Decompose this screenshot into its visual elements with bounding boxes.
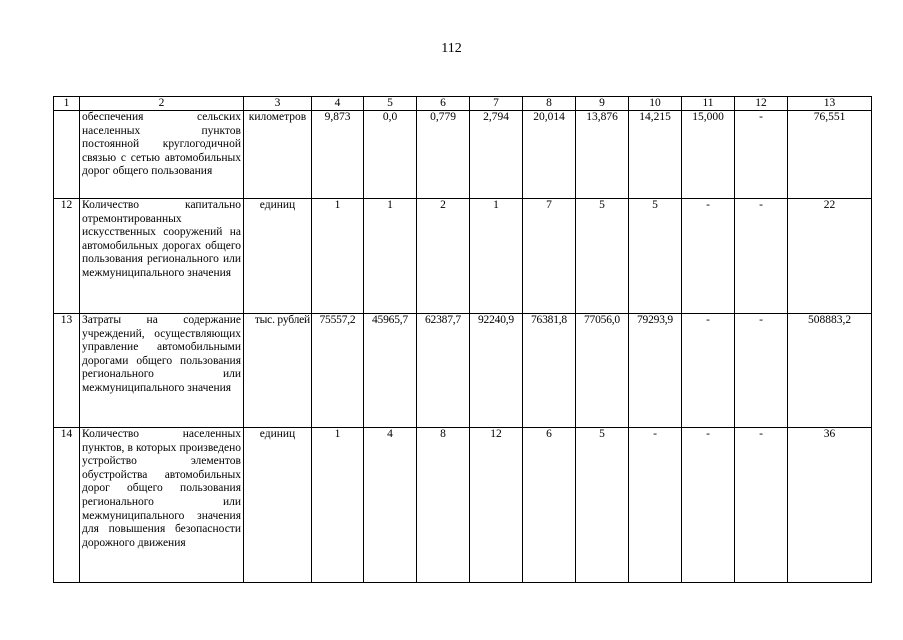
value-cell: 0,0 bbox=[364, 111, 417, 199]
value-cell: 77056,0 bbox=[576, 314, 629, 428]
value-cell: - bbox=[682, 199, 735, 314]
value-cell: 5 bbox=[576, 428, 629, 583]
value-cell: 7 bbox=[523, 199, 576, 314]
value-cell: 76381,8 bbox=[523, 314, 576, 428]
indicator-name: Количество населенных пунктов, в которых произведено устройство элементов обустройства автомобильных дорог общего пользования регионального или межмуниципального значения для повышения безопасности дорожного движения bbox=[80, 428, 244, 583]
value-cell: - bbox=[629, 428, 682, 583]
value-cell: 92240,9 bbox=[470, 314, 523, 428]
header-cell: 4 bbox=[312, 97, 364, 111]
value-cell: - bbox=[682, 428, 735, 583]
header-cell: 6 bbox=[417, 97, 470, 111]
value-cell: 1 bbox=[312, 428, 364, 583]
indicator-name: обеспечения сельских населенных пунктов постоянной круглогодичной связью с сетью автомобильных дорог общего пользования bbox=[80, 111, 244, 199]
table-row bbox=[54, 314, 872, 428]
value-cell: 14,215 bbox=[629, 111, 682, 199]
header-cell: 2 bbox=[80, 97, 244, 111]
table-row bbox=[54, 111, 872, 199]
indicator-name: Количество капитально отремонтированных искусственных сооружений на автомобильных дорогах общего пользования регионального или межмуниципального значения bbox=[80, 199, 244, 314]
value-cell: 0,779 bbox=[417, 111, 470, 199]
unit-cell: километров bbox=[244, 111, 312, 199]
header-cell: 3 bbox=[244, 97, 312, 111]
total-cell: 508883,2 bbox=[788, 314, 872, 428]
header-cell: 5 bbox=[364, 97, 417, 111]
unit-cell: единиц bbox=[244, 199, 312, 314]
value-cell: 62387,7 bbox=[417, 314, 470, 428]
header-cell: 12 bbox=[735, 97, 788, 111]
value-cell: 13,876 bbox=[576, 111, 629, 199]
row-number: 14 bbox=[54, 428, 80, 583]
row-number: 12 bbox=[54, 199, 80, 314]
header-cell: 11 bbox=[682, 97, 735, 111]
header-cell: 7 bbox=[470, 97, 523, 111]
value-cell: 20,014 bbox=[523, 111, 576, 199]
unit-cell: единиц bbox=[244, 428, 312, 583]
value-cell: 2,794 bbox=[470, 111, 523, 199]
value-cell: 2 bbox=[417, 199, 470, 314]
total-cell: 36 bbox=[788, 428, 872, 583]
value-cell: 79293,9 bbox=[629, 314, 682, 428]
value-cell: 1 bbox=[312, 199, 364, 314]
header-cell: 10 bbox=[629, 97, 682, 111]
value-cell: 8 bbox=[417, 428, 470, 583]
table-row bbox=[54, 199, 872, 314]
value-cell: 9,873 bbox=[312, 111, 364, 199]
header-cell: 8 bbox=[523, 97, 576, 111]
header-cell: 13 bbox=[788, 97, 872, 111]
value-cell: - bbox=[735, 428, 788, 583]
row-number bbox=[54, 111, 80, 199]
value-cell: - bbox=[735, 111, 788, 199]
value-cell: - bbox=[735, 314, 788, 428]
total-cell: 22 bbox=[788, 199, 872, 314]
value-cell: 5 bbox=[629, 199, 682, 314]
value-cell: - bbox=[735, 199, 788, 314]
page-number: 112 bbox=[441, 41, 462, 56]
total-cell: 76,551 bbox=[788, 111, 872, 199]
header-cell: 9 bbox=[576, 97, 629, 111]
value-cell: - bbox=[682, 314, 735, 428]
table-row bbox=[54, 428, 872, 583]
value-cell: 15,000 bbox=[682, 111, 735, 199]
row-number: 13 bbox=[54, 314, 80, 428]
column-number-header-row bbox=[54, 97, 872, 111]
value-cell: 5 bbox=[576, 199, 629, 314]
header-cell: 1 bbox=[54, 97, 80, 111]
value-cell: 1 bbox=[364, 199, 417, 314]
value-cell: 45965,7 bbox=[364, 314, 417, 428]
value-cell: 75557,2 bbox=[312, 314, 364, 428]
value-cell: 4 bbox=[364, 428, 417, 583]
indicator-name: Затраты на содержание учреждений, осуществляющих управление автомобильными дорогами общего пользования регионального или межмуниципального значения bbox=[80, 314, 244, 428]
value-cell: 12 bbox=[470, 428, 523, 583]
unit-cell: тыс. рублей bbox=[244, 314, 312, 428]
value-cell: 1 bbox=[470, 199, 523, 314]
value-cell: 6 bbox=[523, 428, 576, 583]
indicators-table bbox=[53, 96, 872, 583]
